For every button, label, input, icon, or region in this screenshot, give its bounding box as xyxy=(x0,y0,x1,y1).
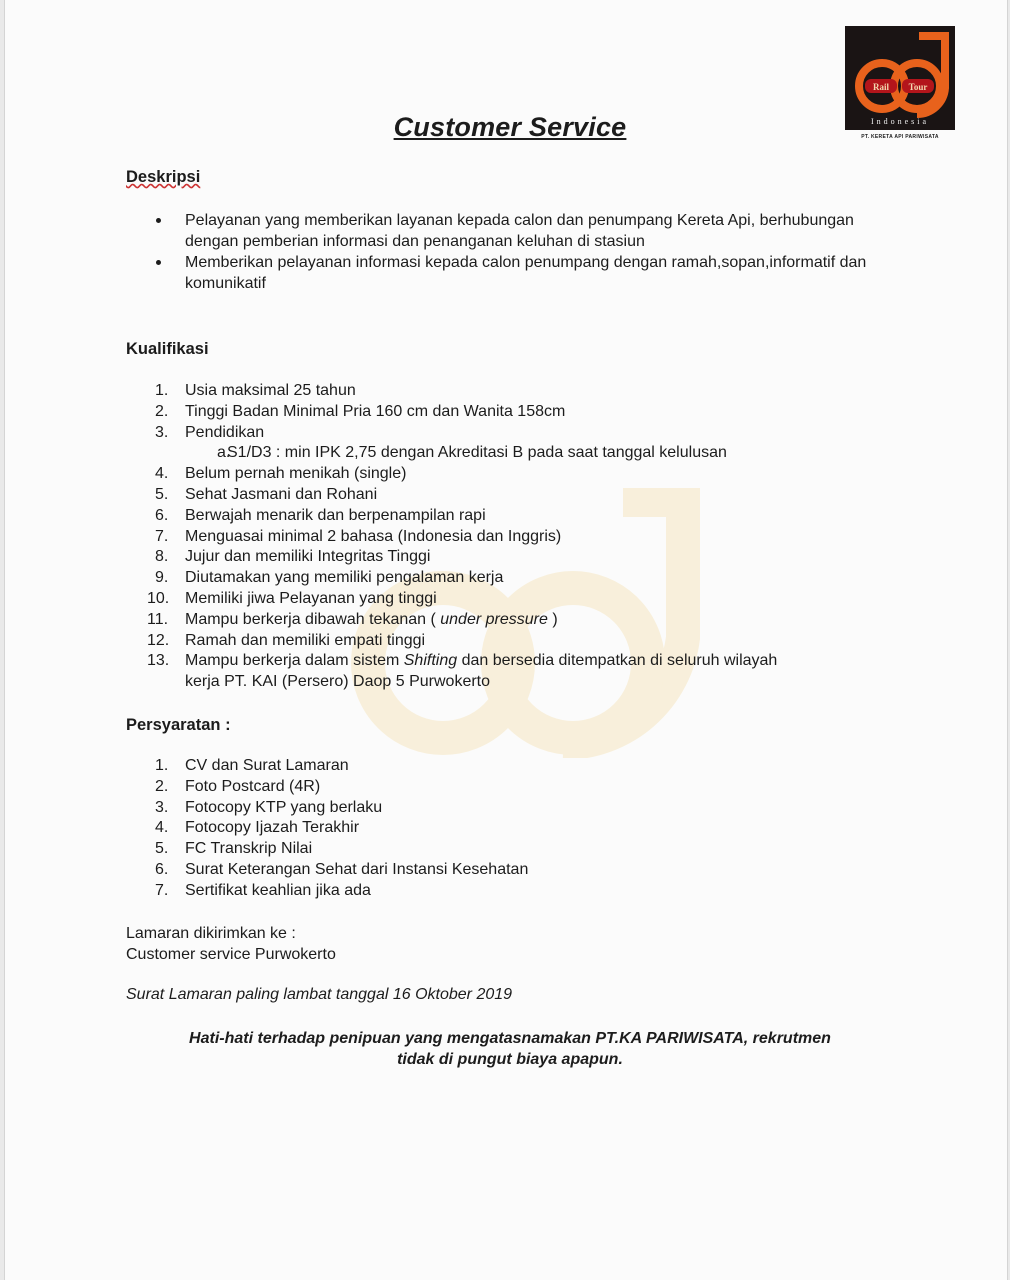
item-number: 4. xyxy=(155,465,169,483)
list-item xyxy=(126,402,886,423)
fraud-warning xyxy=(5,1028,1010,1070)
persyaratan-heading: Persyaratan : xyxy=(126,716,231,734)
list-item xyxy=(126,423,886,444)
item-number: 7. xyxy=(155,527,169,545)
list-item xyxy=(126,839,886,860)
item-text: Jujur dan memiliki Integritas Tinggi xyxy=(185,548,431,566)
item-number: 1. xyxy=(155,757,169,774)
item-text-after: ) xyxy=(547,610,558,628)
persyaratan-list xyxy=(126,756,886,902)
document-page xyxy=(4,0,1008,1280)
item-number: 8. xyxy=(155,548,169,566)
list-subitem xyxy=(126,443,886,464)
item-text: FC Transkrip Nilai xyxy=(185,840,313,858)
item-text: Pendidikan xyxy=(185,423,265,441)
item-text-before: Mampu berkerja dalam sistem xyxy=(185,652,404,670)
item-text: Sehat Jasmani dan Rohani xyxy=(185,485,378,503)
item-text: Belum pernah menikah (single) xyxy=(185,465,407,483)
page-title: Customer Service xyxy=(393,112,627,142)
list-item xyxy=(126,631,886,652)
warning-line-2: tidak di pungut biaya apapun. xyxy=(397,1051,623,1068)
item-text: S1/D3 : min IPK 2,75 dengan Akreditasi B pada saat tanggal kelulusan xyxy=(227,444,727,462)
list-item: Memberikan pelayanan informasi kepada calon penumpang dengan ramah,sopan,informatif dan komunikatif xyxy=(126,252,886,294)
item-text: Sertifikat keahlian jika ada xyxy=(185,881,371,899)
item-number: 1. xyxy=(155,382,169,399)
item-number: 3. xyxy=(155,423,169,441)
item-number: 2. xyxy=(155,777,169,795)
item-text-italic: Shifting xyxy=(403,652,458,670)
list-item xyxy=(126,651,886,693)
item-number: 13. xyxy=(147,652,170,670)
item-text: Berwajah menarik dan berpenampilan rapi xyxy=(185,506,486,524)
list-item xyxy=(126,547,886,568)
logo-company-name: PT. KERETA API PARIWISATA xyxy=(861,134,939,140)
item-text: Usia maksimal 25 tahun xyxy=(185,382,356,399)
item-text: Menguasai minimal 2 bahasa (Indonesia dan Inggris) xyxy=(185,527,562,545)
logo-word-right: Tour xyxy=(908,82,928,92)
item-text: Fotocopy KTP yang berlaku xyxy=(185,798,383,816)
logo-word-left: Rail xyxy=(872,82,890,92)
item-text: Surat Keterangan Sehat dari Instansi Kesehatan xyxy=(185,860,529,878)
item-number: 6. xyxy=(155,860,169,878)
lamaran-block xyxy=(126,923,336,965)
item-number: 4. xyxy=(155,819,169,837)
item-number: 9. xyxy=(155,569,169,587)
list-item xyxy=(126,881,886,902)
kualifikasi-heading: Kualifikasi xyxy=(126,340,209,358)
deskripsi-list xyxy=(126,210,886,294)
lamaran-line-1: Lamaran dikirimkan ke : xyxy=(126,925,296,942)
list-item xyxy=(126,777,886,798)
list-item xyxy=(126,610,886,631)
warning-line-1: Hati-hati terhadap penipuan yang mengatasnamakan PT.KA PARIWISATA, rekrutmen xyxy=(189,1030,831,1047)
item-text: Diutamakan yang memiliki pengalaman kerja xyxy=(185,569,504,587)
list-item xyxy=(126,381,886,402)
item-text: Ramah dan memiliki empati tinggi xyxy=(185,631,426,649)
item-number: 2. xyxy=(155,402,169,420)
item-text: CV dan Surat Lamaran xyxy=(185,757,349,774)
item-number: a. xyxy=(217,444,231,462)
item-number: 10. xyxy=(147,589,170,607)
logo-country: Indonesia xyxy=(870,117,930,126)
item-number: 7. xyxy=(155,881,169,899)
list-item xyxy=(126,756,886,777)
item-text: Memiliki jiwa Pelayanan yang tinggi xyxy=(185,589,437,607)
item-number: 5. xyxy=(155,485,169,503)
item-number: 5. xyxy=(155,840,169,858)
list-item xyxy=(126,568,886,589)
lamaran-line-2: Customer service Purwokerto xyxy=(126,946,336,963)
item-text-italic: under pressure xyxy=(440,610,548,628)
item-text-before: Mampu berkerja dibawah tekanan ( xyxy=(185,610,441,628)
list-item xyxy=(126,818,886,839)
item-text-line2: kerja PT. KAI (Persero) Daop 5 Purwokerto xyxy=(185,673,491,691)
list-item xyxy=(126,589,886,610)
list-item xyxy=(126,464,886,485)
item-text: Tinggi Badan Minimal Pria 160 cm dan Wanita 158cm xyxy=(185,402,566,420)
list-item xyxy=(126,506,886,527)
kualifikasi-list xyxy=(126,381,886,693)
item-text: Foto Postcard (4R) xyxy=(185,777,321,795)
item-text-after: dan bersedia ditempatkan di seluruh wilayah xyxy=(457,652,778,670)
list-item xyxy=(126,527,886,548)
item-number: 3. xyxy=(155,798,169,816)
deskripsi-heading: Deskripsi xyxy=(126,168,201,186)
list-item xyxy=(126,485,886,506)
list-item: Pelayanan yang memberikan layanan kepada calon dan penumpang Kereta Api, berhubungan dengan pemberian informasi dan penanganan keluhan di stasiun xyxy=(126,210,886,252)
item-number: 6. xyxy=(155,506,169,524)
item-number: 11. xyxy=(147,610,169,628)
list-item xyxy=(126,798,886,819)
item-number: 12. xyxy=(147,631,170,649)
item-text: Fotocopy Ijazah Terakhir xyxy=(185,819,360,837)
list-item xyxy=(126,860,886,881)
deadline-note: Surat Lamaran paling lambat tanggal 16 Oktober 2019 xyxy=(126,986,513,1003)
